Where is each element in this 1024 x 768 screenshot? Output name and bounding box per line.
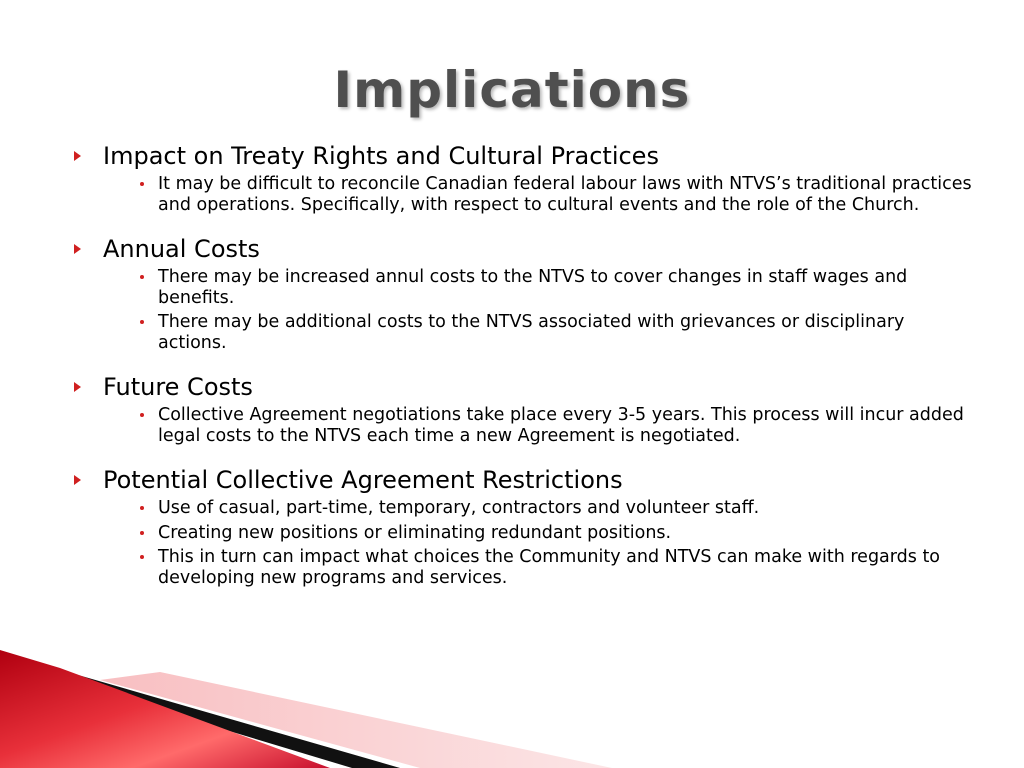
slide-content	[72, 140, 972, 606]
list-item-text: There may be increased annul costs to the NTVS to cover changes in staff wages and benefits.	[158, 267, 908, 308]
section-treaty-rights	[72, 140, 972, 215]
dot-bullet-icon	[140, 275, 144, 279]
list-item-text: There may be additional costs to the NTVS associated with grievances or disciplinary actions.	[158, 312, 905, 353]
section-agreement-restrictions	[72, 464, 972, 588]
section-annual-costs	[72, 233, 972, 353]
dot-bullet-icon	[140, 320, 144, 324]
list-item	[140, 312, 972, 353]
arrow-bullet-icon	[74, 475, 81, 485]
list-item	[140, 498, 972, 519]
list-item-text: This in turn can impact what choices the Community and NTVS can make with regards to developing new programs and services.	[158, 547, 941, 588]
list-item	[140, 523, 972, 544]
list-item	[140, 174, 972, 215]
slide-title: Implications	[333, 61, 691, 119]
dot-bullet-icon	[140, 413, 144, 417]
sub-bullet-list	[72, 267, 972, 353]
sub-bullet-list	[72, 498, 972, 588]
list-item	[140, 547, 972, 588]
dot-bullet-icon	[140, 182, 144, 186]
pink-band	[100, 672, 612, 768]
arrow-bullet-icon	[74, 151, 81, 161]
sub-bullet-list	[72, 174, 972, 215]
sub-bullet-list	[72, 405, 972, 446]
list-item-text: Creating new positions or eliminating redundant positions.	[158, 522, 672, 543]
list-item	[140, 405, 972, 446]
arrow-bullet-icon	[74, 244, 81, 254]
arrow-bullet-icon	[74, 382, 81, 392]
bullet-heading	[72, 233, 972, 265]
black-band	[20, 664, 400, 768]
bullet-heading	[72, 464, 972, 496]
heading-text: Future Costs	[103, 373, 253, 401]
list-item	[140, 267, 972, 308]
bullet-heading	[72, 140, 972, 172]
heading-text: Potential Collective Agreement Restrictions	[103, 466, 623, 494]
list-item-text: Use of casual, part-time, temporary, contractors and volunteer staff.	[158, 498, 760, 518]
list-item-text: It may be difficult to reconcile Canadian federal labour laws with NTVS’s traditional practices and operations. Specifically, with respect to cultural events and the role of the Church.	[158, 174, 972, 215]
dot-bullet-icon	[140, 555, 144, 559]
list-item-text: Collective Agreement negotiations take place every 3-5 years. This process will incur added legal costs to the NTVS each time a new Agreement is negotiated.	[158, 405, 964, 446]
red-wave	[0, 650, 330, 768]
section-future-costs	[72, 371, 972, 446]
heading-text: Impact on Treaty Rights and Cultural Practices	[103, 142, 659, 170]
bullet-heading	[72, 371, 972, 403]
heading-text: Annual Costs	[103, 235, 260, 263]
dot-bullet-icon	[140, 506, 144, 510]
dot-bullet-icon	[140, 531, 144, 535]
